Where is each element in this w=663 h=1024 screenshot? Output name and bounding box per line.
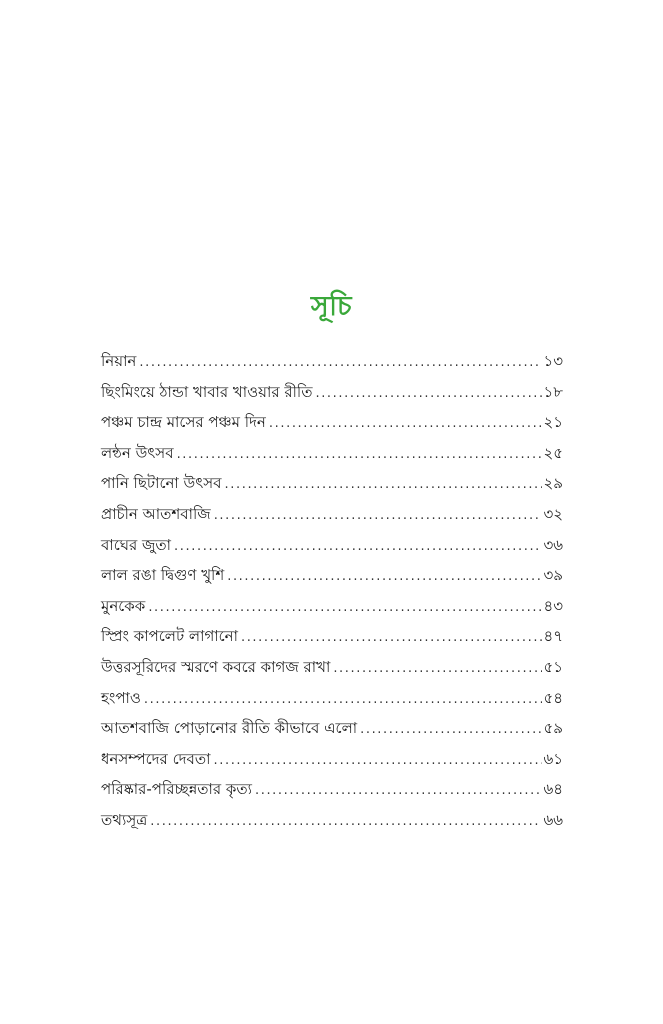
toc-dot-leader xyxy=(148,593,541,624)
toc-dot-leader xyxy=(150,807,541,838)
toc-entry xyxy=(101,774,563,805)
toc-entry-title: লন্ঠন উৎসব xyxy=(101,443,174,462)
toc-entry xyxy=(101,560,563,591)
toc-entry-page-number: ১৩ xyxy=(543,352,563,370)
toc-entry xyxy=(101,499,563,530)
toc-entry-page-number: ৬৪ xyxy=(543,780,563,799)
toc-entry-page-number: ৫১ xyxy=(543,657,563,676)
toc-entry-title: পরিষ্কার-পরিচ্ছন্নতার কৃত্য xyxy=(101,780,252,799)
toc-entry xyxy=(101,652,563,683)
toc-entry-page-number: ৪৩ xyxy=(543,596,563,615)
toc-entry-page-number: ৩৯ xyxy=(543,566,563,585)
toc-entry xyxy=(101,468,563,499)
toc-dot-leader xyxy=(139,348,541,379)
toc-entry-title: ছিংমিংয়ে ঠান্ডা খাবার খাওয়ার রীতি xyxy=(101,382,313,401)
toc-entry-page-number: ৬১ xyxy=(543,749,563,768)
toc-entry-page-number: ২৫ xyxy=(543,443,563,462)
toc-entry-title: ধনসম্পদের দেবতা xyxy=(101,749,211,768)
toc-entry xyxy=(101,377,563,408)
toc-entry-title: তথ্যসূত্র xyxy=(101,810,148,829)
toc-entry-title: বাঘের জুতা xyxy=(101,535,172,554)
toc-entry-title: স্প্রিং কাপলেট লাগানো xyxy=(101,627,238,646)
toc-entry-title: আতশবাজি পোড়ানোর রীতি কীভাবে এলো xyxy=(101,719,358,738)
toc-dot-leader xyxy=(174,532,541,563)
toc-entry-title: লাল রঙা দ্বিগুণ খুশি xyxy=(101,566,225,585)
toc-entry-title: পঞ্চম চান্দ্র মাসের পঞ্চম দিন xyxy=(101,413,266,432)
toc-entry-title: মুনকেক xyxy=(101,596,146,615)
toc-entry-page-number: ৩৬ xyxy=(543,535,563,554)
toc-entry-title: নিয়ান xyxy=(101,352,137,370)
toc-dot-leader xyxy=(214,501,542,532)
toc-entry-page-number: ৪৭ xyxy=(543,627,563,646)
table-of-contents xyxy=(101,346,563,836)
toc-entry-page-number: ৫৯ xyxy=(543,719,563,738)
toc-entry-page-number: ২১ xyxy=(543,413,563,432)
toc-entry-page-number: ১৮ xyxy=(543,382,563,401)
toc-entry xyxy=(101,683,563,714)
toc-entry-title: উত্তরসূরিদের স্মরণে কবরে কাগজ রাখা xyxy=(101,657,331,676)
toc-dot-leader xyxy=(241,623,542,654)
toc-dot-leader xyxy=(255,776,542,807)
toc-dot-leader xyxy=(333,654,541,685)
toc-dot-leader xyxy=(177,440,542,471)
toc-entry xyxy=(101,530,563,561)
toc-entry xyxy=(101,805,563,836)
toc-entry xyxy=(101,744,563,775)
toc-dot-leader xyxy=(214,746,542,777)
toc-entry xyxy=(101,621,563,652)
toc-dot-leader xyxy=(269,409,542,440)
toc-entry xyxy=(101,407,563,438)
toc-entry-page-number: ৫৪ xyxy=(543,688,563,707)
toc-entry-page-number: ৩২ xyxy=(543,504,563,523)
toc-entry xyxy=(101,713,563,744)
toc-dot-leader xyxy=(227,562,541,593)
toc-entry-page-number: ২৯ xyxy=(543,474,563,493)
toc-dot-leader xyxy=(315,379,541,410)
toc-entry xyxy=(101,591,563,622)
toc-dot-leader xyxy=(225,470,542,501)
page-title: সূচি xyxy=(310,291,353,322)
toc-entry-title: প্রাচীন আতশবাজি xyxy=(101,504,211,523)
toc-entry xyxy=(101,346,563,377)
toc-entry xyxy=(101,438,563,469)
toc-entry-title: হংপাও xyxy=(101,688,141,707)
toc-dot-leader xyxy=(360,715,541,746)
toc-entry-title: পানি ছিটানো উৎসব xyxy=(101,474,222,493)
toc-entry-page-number: ৬৬ xyxy=(543,810,563,829)
toc-dot-leader xyxy=(144,685,542,716)
